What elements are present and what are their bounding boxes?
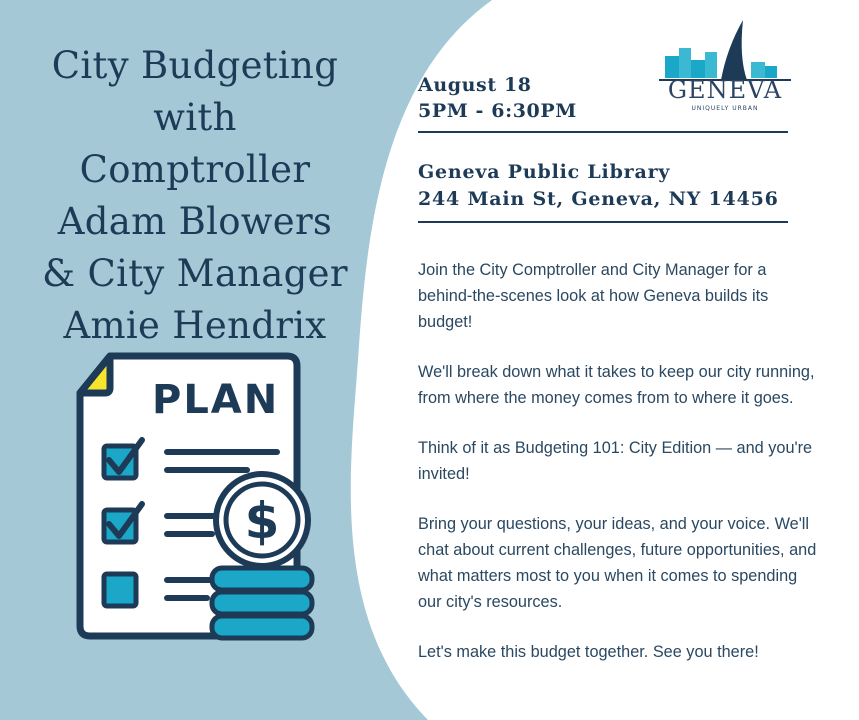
event-location [418, 159, 798, 213]
event-address: 244 Main St, Geneva, NY 14456 [418, 188, 779, 210]
logo-wordmark: GENEVA [667, 76, 783, 104]
event-venue: Geneva Public Library [418, 161, 671, 183]
event-time: 5PM - 6:30PM [418, 100, 577, 122]
paragraph: Join the City Comptroller and City Manager for a behind-the-scenes look at how Geneva builds its budget! [418, 261, 769, 331]
paragraph: Think of it as Budgeting 101: City Edition — and you're invited! [418, 439, 813, 483]
svg-text:$: $ [244, 492, 280, 550]
event-title: City Budgeting with Comptroller Adam Blowers & City Manager Amie Hendrix [42, 44, 348, 347]
paragraph: Let's make this budget together. See you there! [418, 643, 759, 661]
logo-tagline: UNIQUELY URBAN [691, 105, 759, 112]
paragraph: We'll break down what it takes to keep our city running, from where the money comes from to where it goes. [418, 363, 815, 407]
divider [418, 131, 788, 133]
event-datetime [418, 72, 788, 124]
divider [418, 221, 788, 223]
plan-checklist-dollar-icon [72, 348, 322, 648]
plan-heading: PLAN [152, 377, 280, 423]
event-date: August 18 [418, 74, 532, 96]
event-description [418, 257, 823, 689]
paragraph: Bring your questions, your ideas, and your voice. We'll chat about current challenges, future opportunities, and what matters most to you when it comes to spending our city's resources. [418, 515, 817, 611]
sailboat-skyline-icon [659, 20, 791, 80]
